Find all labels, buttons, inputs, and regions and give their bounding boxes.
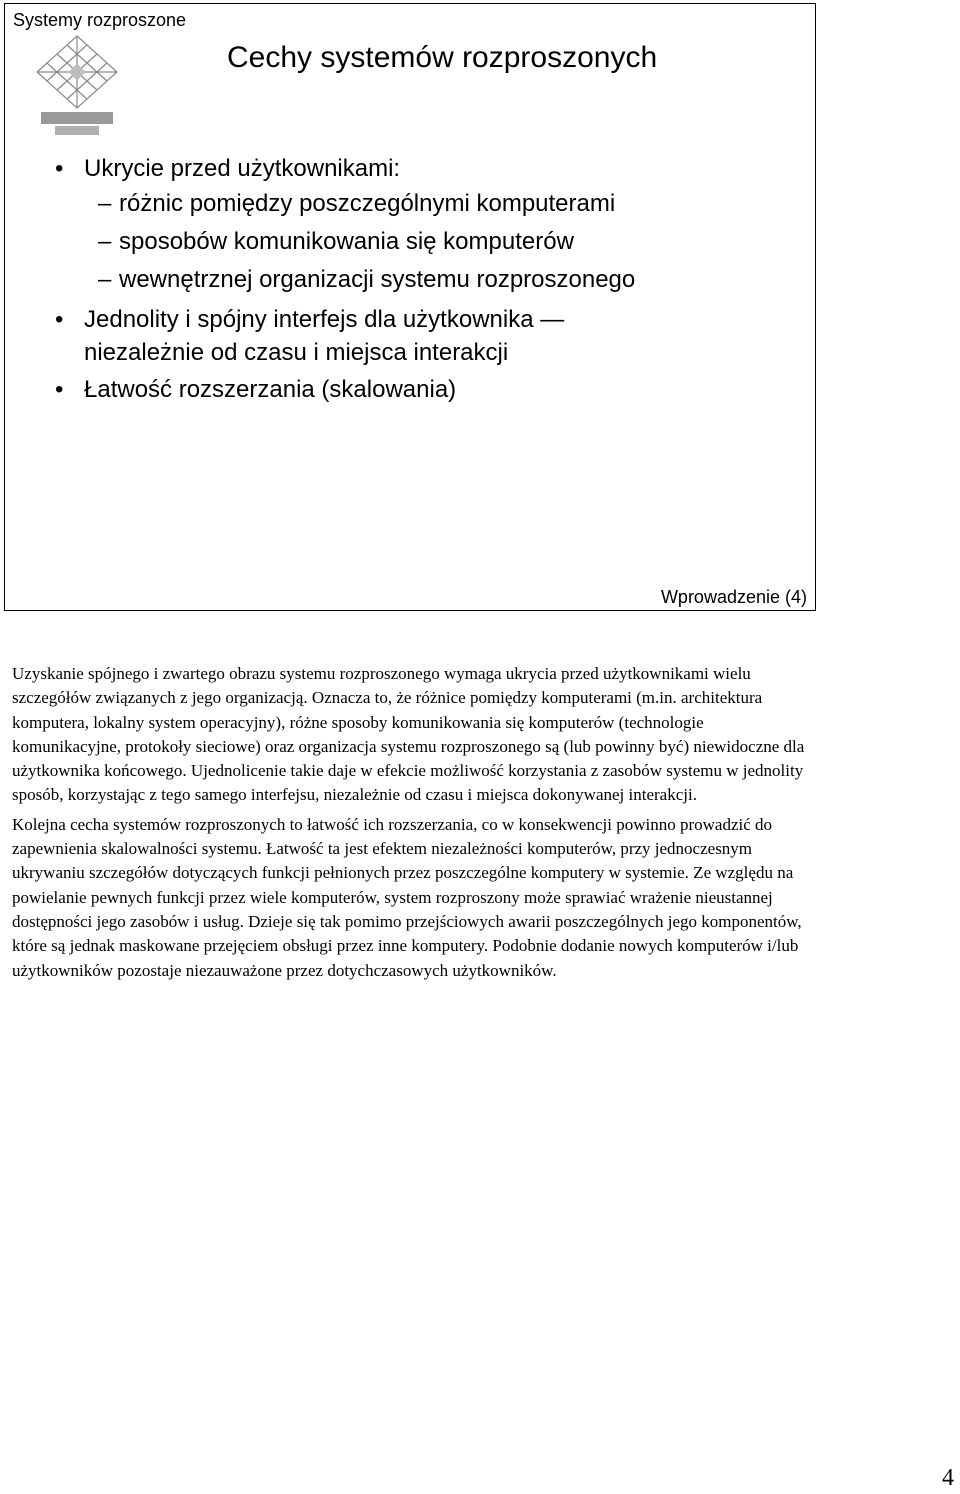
notes-paragraph: Uzyskanie spójnego i zwartego obrazu systemu rozproszonego wymaga ukrycia przed użytkownikami wielu szczegółów związanych z jego organizacją. Oznacza to, że różnice pomiędzy komputerami (m.in. architektura komputera, lokalny system operacyjny), różne sposoby komunikowania się komputerów (technologie komunikacyjne, protokoły sieciowe) oraz organizacja systemu rozproszonego są (lub powinny być) niewidoczne dla użytkownika końcowego. Ujednolicenie takie daje w efekcie możliwość korzystania z zasobów systemu w jednolity sposób, korzystając z tego samego interfejsu, niezależnie od czasu i miejsca dokonywanej interakcji. — [12, 664, 805, 805]
notes-paragraph: Kolejna cecha systemów rozproszonych to łatwość ich rozszerzania, co w konsekwencji powinno prowadzić do zapewnienia skalowalności systemu. Łatwość ta jest efektem niezależności komputerów, przy jednoczesnym ukrywaniu szczegółów dotyczących funkcji pełnionych przez poszczególne komputery w systemie. Ze względu na powielanie pewnych funkcji przez wiele komputerów, system rozproszony może sprawiać wrażenie nieustannej dostępności jego zasobów i usług. Dzieje się tak pomimo przejściowych awarii poszczególnych jego komponentów, które są jednak maskowane przejęciem obsługi przez inne komputery. Podobnie dodanie nowych komputerów i/lub użytkowników pozostaje niezauważone przez dotychczasowych użytkowników. — [12, 814, 802, 980]
dash-icon: – — [98, 228, 112, 255]
slide-title: Cechy systemów rozproszonych — [227, 41, 658, 74]
bullet-dot-icon: • — [55, 376, 64, 403]
bullet-text: Łatwość rozszerzania (skalowania) — [84, 376, 457, 403]
bullet-item — [55, 373, 795, 406]
bullet-list — [55, 152, 795, 406]
bullet-dot-icon: • — [55, 155, 64, 182]
sub-bullet-text: sposobów komunikowania się komputerów — [119, 228, 574, 255]
sub-bullet-item — [55, 223, 795, 261]
slide-footer: Wprowadzenie (4) — [660, 587, 807, 607]
dash-icon: – — [98, 190, 112, 217]
speaker-notes — [12, 662, 812, 983]
sub-bullet-text: wewnętrznej organizacji systemu rozproszonego — [119, 266, 636, 293]
bullet-dot-icon: • — [55, 306, 64, 333]
page-number: 4 — [942, 1465, 954, 1491]
bullet-item — [55, 152, 795, 185]
slide-header: Systemy rozproszone — [13, 10, 187, 30]
sub-bullet-text: różnic pomiędzy poszczególnymi komputerami — [119, 190, 616, 217]
sub-bullet-item — [55, 261, 795, 299]
bullet-text: Ukrycie przed użytkownikami: — [84, 155, 401, 182]
bullet-text-line: Jednolity i spójny interfejs dla użytkownika — — [84, 306, 565, 333]
bullet-item — [55, 303, 795, 369]
slide — [4, 3, 816, 611]
dash-icon: – — [98, 266, 112, 293]
bullet-text-line: niezależnie od czasu i miejsca interakcji — [84, 339, 509, 366]
uczelnia-online-logo — [31, 32, 123, 138]
sub-bullet-item — [55, 185, 795, 223]
